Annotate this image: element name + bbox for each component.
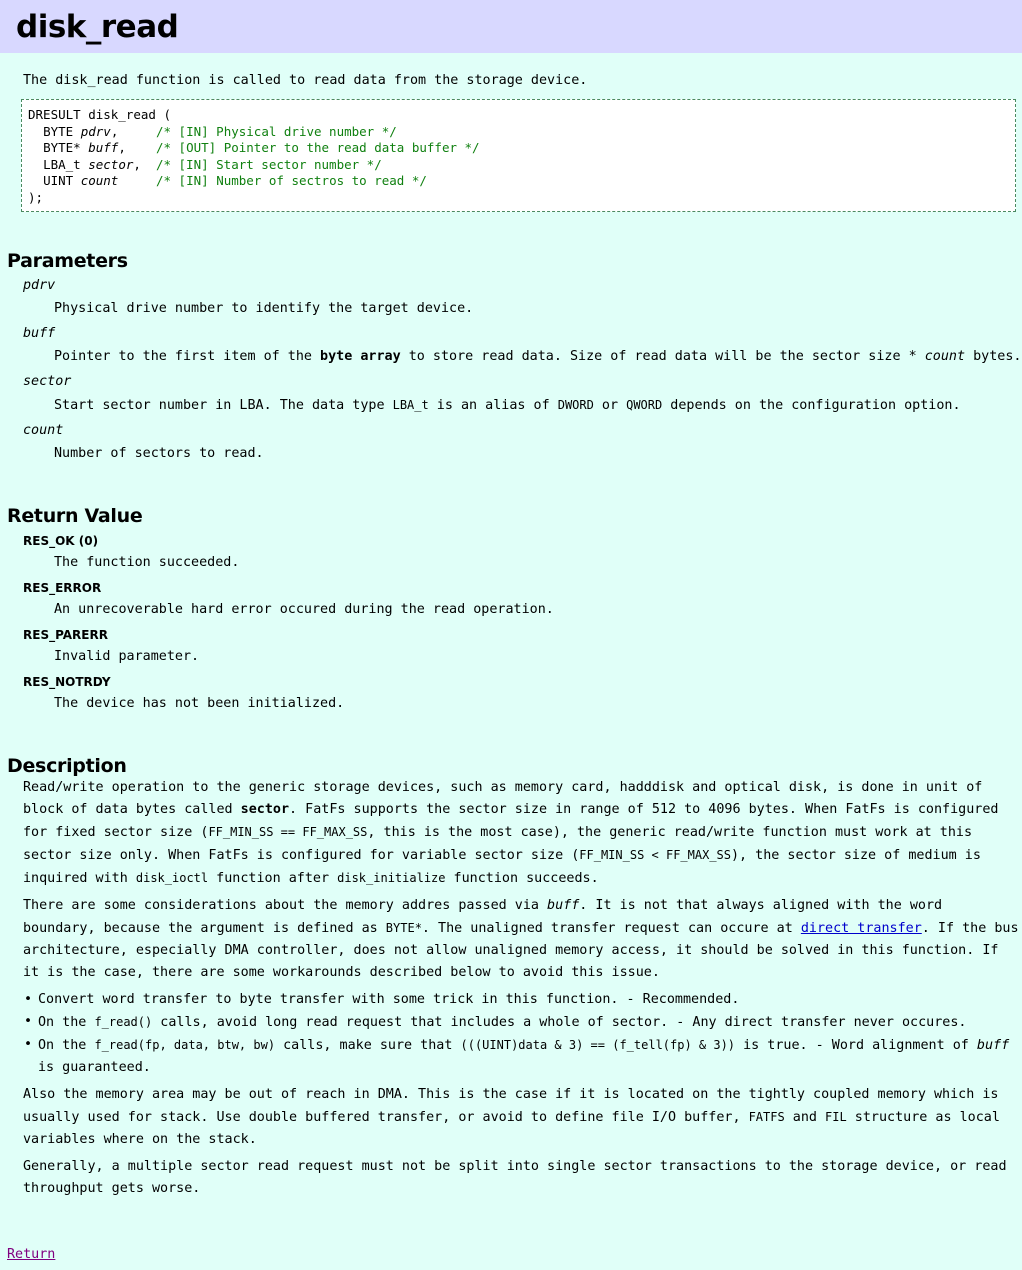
param-desc: Number of sectors to read. xyxy=(54,446,264,461)
function-prototype: DRESULT disk_read ( BYTE pdrv, /* [IN] Physical drive number */ BYTE* buff, /* [OUT] Pointer to the read data buffer */ LBA_t sector, /* [IN] Start sector number */ UINT count /* [IN] Number of sectros to read */ ); xyxy=(21,99,1016,212)
list-item: • On the f_read(fp, data, btw, bw) calls, make sure that (((UINT)data & 3) == (f_tell(fp) & 3)) is true. - Word alignment of buff is guaranteed. xyxy=(38,1034,1022,1079)
return-link[interactable]: Return xyxy=(7,1247,56,1262)
return-value-heading: Return Value xyxy=(7,505,143,527)
description-paragraph: Generally, a multiple sector read request must not be split into single sector transactions to the storage device, or read throughput gets worse. xyxy=(23,1159,1007,1196)
param-name: sector xyxy=(23,374,72,389)
return-desc: Invalid parameter. xyxy=(54,649,200,664)
description-paragraph: There are some considerations about the memory addres passed via buff. It is not that always aligned with the word boundary, because the argument is defined as BYTE*. The unaligned transfer request can occure at direct transfer. If the bus architecture, especially DMA controller, does not allow unaligned memory access, it should be solved in this function. If it is the case, there are some workarounds described below to avoid this issue. xyxy=(23,898,1019,980)
code-comment: /* [IN] Number of sectros to read */ xyxy=(155,173,427,188)
prototype-open: DRESULT disk_read ( xyxy=(28,107,171,122)
code-comment: /* [OUT] Pointer to the read data buffer */ xyxy=(155,140,480,155)
param-sector-code: sector xyxy=(88,156,134,172)
param-desc: Physical drive number to identify the target device. xyxy=(54,301,474,316)
param-name: count xyxy=(23,423,64,438)
return-desc: The function succeeded. xyxy=(54,555,240,570)
page-title: disk_read xyxy=(0,0,1022,53)
code-comment: /* [IN] Physical drive number */ xyxy=(155,123,397,139)
return-code: RES_ERROR xyxy=(23,581,102,595)
code-comment: /* [IN] Start sector number */ xyxy=(155,156,382,172)
return-code: RES_NOTRDY xyxy=(23,675,111,689)
parameters-list xyxy=(7,278,1022,465)
description-body xyxy=(7,777,1022,1200)
list-item: • Convert word transfer to byte transfer with some trick in this function. - Recommended. xyxy=(38,989,1022,1011)
param-name: buff xyxy=(23,326,56,341)
return-desc: The device has not been initialized. xyxy=(54,696,345,711)
workaround-list xyxy=(23,989,1022,1079)
prototype-close: ); xyxy=(28,189,44,205)
param-desc: Pointer to the first item of the byte array to store read data. Size of read data will be the sector size * count bytes. xyxy=(54,349,1022,364)
parameters-heading: Parameters xyxy=(7,250,128,272)
return-code: RES_OK (0) xyxy=(23,534,99,548)
param-buff-code: buff xyxy=(88,140,119,155)
param-pdrv-code: pdrv xyxy=(80,123,111,139)
param-desc: Start sector number in LBA. The data type LBA_t is an alias of DWORD or QWORD depends on the configuration option. xyxy=(54,398,961,413)
description-heading: Description xyxy=(7,755,127,777)
intro-text: The disk_read function is called to read data from the storage device. xyxy=(23,73,588,88)
param-count-code: count xyxy=(80,173,119,188)
return-code: RES_PARERR xyxy=(23,628,108,642)
param-name: pdrv xyxy=(23,278,56,293)
description-paragraph: Also the memory area may be out of reach in DMA. This is the case if it is located on the tightly coupled memory which is usually used for stack. Use double buffered transfer, or avoid to define file I/O buffer, FATFS and FIL structure as local variables where on the stack. xyxy=(23,1087,1000,1147)
direct-transfer-link[interactable]: direct transfer xyxy=(800,921,922,936)
list-item: • On the f_read() calls, avoid long read request that includes a whole of sector. - Any direct transfer never occures. xyxy=(38,1011,1022,1034)
return-desc: An unrecoverable hard error occured during the read operation. xyxy=(54,602,554,617)
return-value-list xyxy=(7,534,1022,715)
description-paragraph: Read/write operation to the generic storage devices, such as memory card, hadddisk and optical disk, is done in unit of block of data bytes called sector. FatFs supports the sector size in range of 512 to 4096 bytes. When FatFs is configured for fixed sector size (FF_MIN_SS == FF_MAX_SS, this is the most case), the generic read/write function must work at this sector size only. When FatFs is configured for variable sector size (FF_MIN_SS < FF_MAX_SS), the sector size of medium is inquired with disk_ioctl function after disk_initialize function succeeds. xyxy=(23,780,999,886)
